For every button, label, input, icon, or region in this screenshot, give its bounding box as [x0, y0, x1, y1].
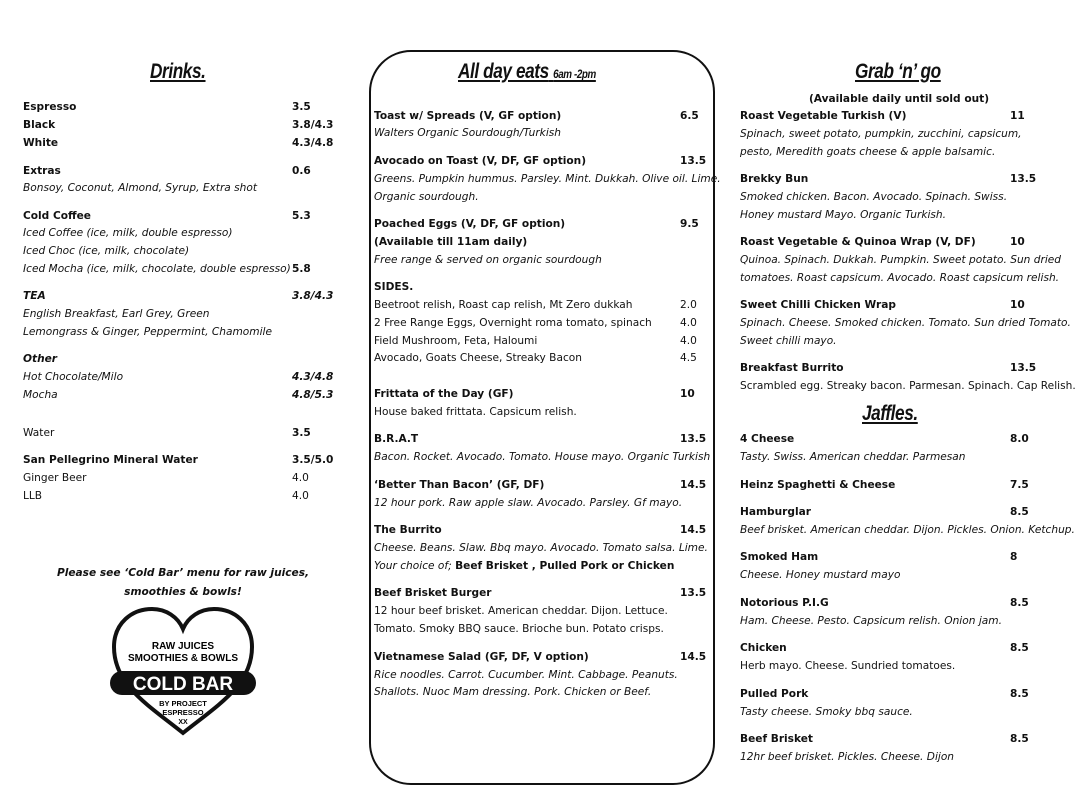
avo-price: 13.5	[680, 155, 707, 167]
eggs-desc: Free range & served on organic sourdough	[374, 254, 602, 266]
water-price: 3.5	[292, 427, 311, 439]
hs-price: 7.5	[1010, 479, 1029, 491]
ginger-beer-price: 4.0	[292, 472, 309, 484]
bf-price: 8.5	[1010, 733, 1029, 745]
viet-desc1: Rice noodles. Carrot. Cucumber. Mint. Cabbage. Peanuts.	[374, 669, 678, 681]
cold-coffee-price: 5.3	[292, 210, 311, 222]
side3-price: 4.0	[680, 335, 697, 347]
btb-price: 14.5	[680, 479, 707, 491]
frittata-price: 10	[680, 388, 695, 400]
burger-desc1: 12 hour beef brisket. American cheddar. Dijon. Lettuce.	[374, 605, 668, 617]
ginger-beer-label: Ginger Beer	[23, 472, 87, 484]
quinoa-price: 10	[1010, 236, 1025, 248]
grab-availability: (Available daily until sold out)	[808, 93, 990, 105]
rvt-label: Roast Vegetable Turkish (V)	[740, 110, 907, 122]
bb-desc: Scrambled egg. Streaky bacon. Parmesan. Spinach. Cap Relish.	[740, 380, 1076, 392]
mocha-price: 4.8/5.3	[292, 389, 334, 401]
extras-desc: Bonsoy, Coconut, Almond, Syrup, Extra shot	[23, 182, 258, 194]
mocha-label: Mocha	[23, 389, 58, 401]
tea-label: TEA	[23, 290, 46, 302]
extras-price: 0.6	[292, 165, 311, 177]
eggs-avail: (Available till 11am daily)	[374, 236, 528, 248]
toast-desc: Walters Organic Sourdough/Turkish	[374, 127, 561, 139]
chk-label: Chicken	[740, 642, 787, 654]
iced-choc-desc: Iced Choc (ice, milk, chocolate)	[23, 245, 190, 257]
brat-desc: Bacon. Rocket. Avocado. Tomato. House mayo. Organic Turkish	[374, 451, 711, 463]
viet-desc2: Shallots. Nuoc Mam dressing. Pork. Chicken or Beef.	[374, 686, 652, 698]
c4-label: 4 Cheese	[740, 433, 795, 445]
toast-price: 6.5	[680, 110, 699, 122]
side1-label: Beetroot relish, Roast cap relish, Mt Zero dukkah	[374, 299, 633, 311]
hot-choc-price: 4.3/4.8	[292, 371, 334, 383]
pig-label: Notorious P.I.G	[740, 597, 829, 609]
pig-desc: Ham. Cheese. Pesto. Capsicum relish. Onion jam.	[740, 615, 1002, 627]
avo-label: Avocado on Toast (V, DF, GF option)	[374, 155, 587, 167]
white-label: White	[23, 137, 59, 149]
frittata-label: Frittata of the Day (GF)	[374, 388, 514, 400]
toast-label: Toast w/ Spreads (V, GF option)	[374, 110, 562, 122]
llb-price: 4.0	[292, 490, 309, 502]
bf-desc: 12hr beef brisket. Pickles. Cheese. Dijon	[740, 751, 955, 763]
scw-price: 10	[1010, 299, 1025, 311]
eggs-price: 9.5	[680, 218, 699, 230]
quinoa-desc1: Quinoa. Spinach. Dukkah. Pumpkin. Sweet potato. Sun dried	[740, 254, 1061, 266]
pp-price: 8.5	[1010, 688, 1029, 700]
burrito-choice-options: Beef Brisket , Pulled Pork or Chicken	[455, 560, 675, 572]
side2-label: 2 Free Range Eggs, Overnight roma tomato, spinach	[374, 317, 652, 329]
burrito-desc2	[374, 560, 674, 573]
ham-price: 8.5	[1010, 506, 1029, 518]
btb-desc: 12 hour pork. Raw apple slaw. Avocado. Parsley. Gf mayo.	[374, 497, 683, 509]
all-day-title-text: All day eats	[458, 60, 549, 83]
side4-price: 4.5	[680, 352, 697, 364]
quinoa-label: Roast Vegetable & Quinoa Wrap (V, DF)	[740, 236, 976, 248]
iced-mocha-desc: Iced Mocha (ice, milk, chocolate, double espresso)	[23, 263, 291, 275]
ham-label: Hamburglar	[740, 506, 811, 518]
brekky-desc2: Honey mustard Mayo. Organic Turkish.	[740, 209, 946, 221]
logo-line5: XX	[178, 719, 188, 726]
burger-label: Beef Brisket Burger	[374, 587, 492, 599]
grab-title: Grab ‘n’ go	[855, 60, 941, 83]
scw-desc1: Spinach. Cheese. Smoked chicken. Tomato. Sun dried Tomato.	[740, 317, 1071, 329]
burrito-choice-label: Your choice of;	[374, 560, 452, 572]
sh-label: Smoked Ham	[740, 551, 819, 563]
other-label: Other	[23, 353, 58, 365]
side2-price: 4.0	[680, 317, 697, 329]
cold-bar-logo	[108, 605, 258, 740]
btb-label: ‘Better Than Bacon’ (GF, DF)	[374, 479, 545, 491]
black-label: Black	[23, 119, 56, 131]
cold-bar-note-line1: Please see ‘Cold Bar’ menu for raw juices,	[56, 567, 310, 579]
brekky-desc1: Smoked chicken. Bacon. Avocado. Spinach. Swiss.	[740, 191, 1008, 203]
side4-label: Avocado, Goats Cheese, Streaky Bacon	[374, 352, 582, 364]
ham-desc: Beef brisket. American cheddar. Dijon. Pickles. Onion. Ketchup.	[740, 524, 1075, 536]
sides-heading: SIDES.	[374, 281, 414, 293]
brekky-price: 13.5	[1010, 173, 1037, 185]
all-day-title	[458, 60, 596, 84]
iced-coffee-desc: Iced Coffee (ice, milk, double espresso)	[23, 227, 233, 239]
pellegrino-label: San Pellegrino Mineral Water	[23, 454, 198, 466]
scw-desc2: Sweet chilli mayo.	[740, 335, 837, 347]
c4-desc: Tasty. Swiss. American cheddar. Parmesan	[740, 451, 966, 463]
burrito-label: The Burrito	[374, 524, 442, 536]
extras-label: Extras	[23, 165, 61, 177]
logo-line1: RAW JUICES	[151, 641, 215, 652]
brekky-label: Brekky Bun	[740, 173, 809, 185]
water-label: Water	[23, 427, 55, 439]
cold-bar-note-line2: smoothies & bowls!	[124, 586, 242, 598]
burrito-price: 14.5	[680, 524, 707, 536]
avo-desc1: Greens. Pumpkin hummus. Parsley. Mint. Dukkah. Olive oil. Lime.	[374, 173, 721, 185]
chk-desc: Herb mayo. Cheese. Sundried tomatoes.	[740, 660, 956, 672]
drinks-title: Drinks.	[150, 60, 206, 83]
tea-line1: English Breakfast, Earl Grey, Green	[23, 308, 210, 320]
avo-desc2: Organic sourdough.	[374, 191, 479, 203]
espresso-price: 3.5	[292, 101, 311, 113]
tea-price: 3.8/4.3	[292, 290, 334, 302]
rvt-desc1: Spinach, sweet potato, pumpkin, zucchini, capsicum,	[740, 128, 1022, 140]
jaffles-title: Jaffles.	[862, 402, 918, 425]
sh-price: 8	[1010, 551, 1018, 563]
side3-label: Field Mushroom, Feta, Haloumi	[374, 335, 538, 347]
bb-price: 13.5	[1010, 362, 1037, 374]
pellegrino-price: 3.5/5.0	[292, 454, 334, 466]
logo-line2: SMOOTHIES & BOWLS	[128, 653, 238, 664]
frittata-desc: House baked frittata. Capsicum relish.	[374, 406, 577, 418]
pig-price: 8.5	[1010, 597, 1029, 609]
eggs-label: Poached Eggs (V, DF, GF option)	[374, 218, 566, 230]
bf-label: Beef Brisket	[740, 733, 813, 745]
logo-banner: COLD BAR	[132, 674, 234, 695]
llb-label: LLB	[23, 490, 43, 502]
viet-price: 14.5	[680, 651, 707, 663]
hs-label: Heinz Spaghetti & Cheese	[740, 479, 896, 491]
heart-icon	[108, 605, 258, 740]
brat-price: 13.5	[680, 433, 707, 445]
all-day-time: 6am -2pm	[553, 67, 596, 81]
logo-line3: BY PROJECT	[159, 699, 207, 708]
c4-price: 8.0	[1010, 433, 1029, 445]
pp-label: Pulled Pork	[740, 688, 809, 700]
burger-desc2: Tomato. Smoky BBQ sauce. Brioche bun. Potato crisps.	[374, 623, 664, 635]
side1-price: 2.0	[680, 299, 697, 311]
brat-label: B.R.A.T	[374, 433, 419, 445]
bb-label: Breakfast Burrito	[740, 362, 844, 374]
rvt-price: 11	[1010, 110, 1025, 122]
chk-price: 8.5	[1010, 642, 1029, 654]
rvt-desc2: pesto, Meredith goats cheese & apple balsamic.	[740, 146, 996, 158]
hot-choc-label: Hot Chocolate/Milo	[23, 371, 124, 383]
burger-price: 13.5	[680, 587, 707, 599]
quinoa-desc2: tomatoes. Roast capsicum. Avocado. Roast capsicum relish.	[740, 272, 1060, 284]
black-price: 3.8/4.3	[292, 119, 334, 131]
logo-line4: ESPRESSO	[162, 708, 204, 717]
sh-desc: Cheese. Honey mustard mayo	[740, 569, 901, 581]
pp-desc: Tasty cheese. Smoky bbq sauce.	[740, 706, 913, 718]
white-price: 4.3/4.8	[292, 137, 334, 149]
burrito-desc1: Cheese. Beans. Slaw. Bbq mayo. Avocado. Tomato salsa. Lime.	[374, 542, 708, 554]
scw-label: Sweet Chilli Chicken Wrap	[740, 299, 896, 311]
viet-label: Vietnamese Salad (GF, DF, V option)	[374, 651, 589, 663]
espresso-label: Espresso	[23, 101, 77, 113]
cold-coffee-label: Cold Coffee	[23, 210, 91, 222]
tea-line2: Lemongrass & Ginger, Peppermint, Chamomile	[23, 326, 272, 338]
iced-mocha-price: 5.8	[292, 263, 311, 275]
